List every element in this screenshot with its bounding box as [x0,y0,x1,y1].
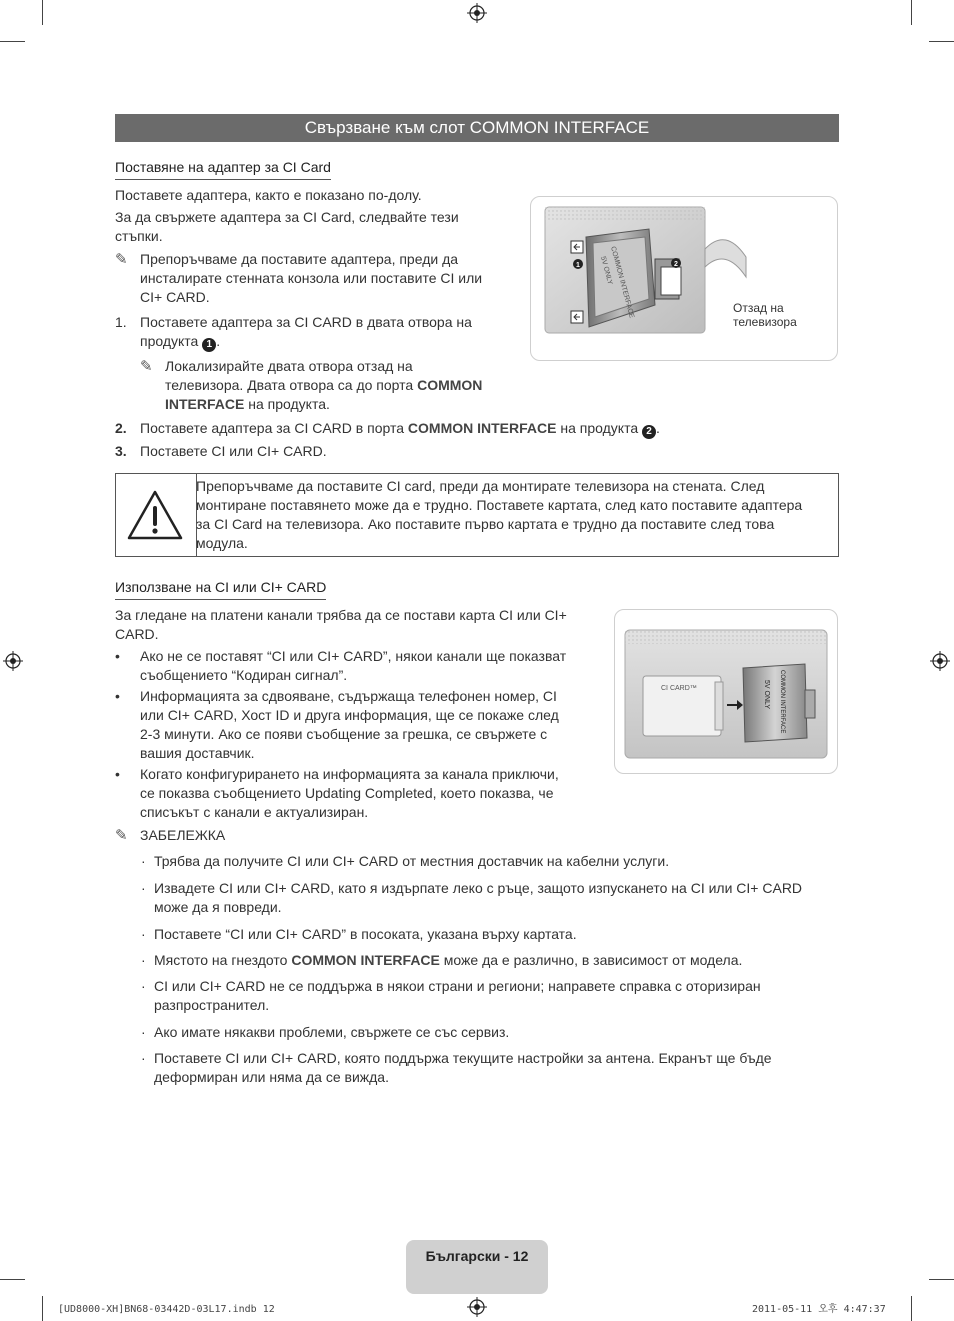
adapter-label: 5V ONLY [599,255,614,286]
file-info: [UD8000-XH]BN68-03442D-03L17.indb 12 [58,1304,275,1315]
warning-text: Препоръчваме да поставите CI card, преди да монтирате телевизора на стената. След монтиране поставянето може да е трудно. Поставете картата, след като поставите адаптера за CI Card на телевизора. Ако поставите първо картата е трудно да поставите след това модула. [196,478,803,551]
page-number: Български - 12 [425,1248,529,1264]
figure-caption: Отзад на телевизора [733,301,797,329]
warning-box [115,473,839,557]
adapter-illustration [530,196,838,361]
ci-card-insert-illustration [615,610,837,773]
intro-text: Поставете адаптера, както е показано по-долу. [115,187,422,203]
marker-badge: 2 [642,425,656,439]
print-date: 2011-05-11 오후 4:47:37 [752,1304,886,1315]
intro-text: стъпки. [115,228,163,244]
adapter-label: COMMON INTERFACE [609,245,635,319]
page-title: Свързване към слот COMMON INTERFACE [115,114,839,142]
crop-mark [911,0,912,25]
marker-badge: 1 [576,262,580,269]
crop-mark [42,1296,43,1321]
card-label: CI CARD™ [661,685,697,692]
warning-triangle-icon [126,489,184,541]
step-text: Поставете адаптера за CI CARD в двата отвора на продукта 1 . [140,314,472,350]
bullet-text: Информацията за сдвояване, съдържаща телефонен номер, CI или CI+ CARD, Хост ID и друга информация, ще се покаже след 2-3 минути. Ако се появи съобщение за грешка, се свържете с вашия доставчик. [140,688,559,761]
registration-mark-icon [467,1297,487,1317]
crop-mark [0,41,25,42]
registration-mark-icon [930,651,950,671]
marker-badge: 1 [202,338,216,352]
note-pencil-icon: ✎ [115,827,128,844]
step-number: 1. [115,314,127,330]
adapter-label: COMMON INTERFACE [779,670,785,734]
bullet-dot: • [115,688,120,704]
intro-text: За гледане на платени канали трябва да се постави карта CI или CI+ CARD. [115,607,567,642]
step-number: 3. [115,443,127,459]
note-text: Локализирайте двата отвора отзад на телевизора. Двата отвора са до порта COMMON INTERFACE на продукта. [165,358,483,412]
crop-mark [42,0,43,25]
crop-mark [929,1279,954,1280]
crop-mark [929,41,954,42]
step-number: 2. [115,420,127,436]
bullet-text: Когато конфигурирането на информацията за канала приключи, се показва съобщението Updating Completed, което показва, че списъкът с канали е актуализиран. [140,766,559,820]
note-heading: ЗАБЕЛЕЖКА [140,827,226,843]
bullet-text: Ако не се поставят “CI или CI+ CARD”, някои канали ще показват съобщението “Кодиран сигнал”. [140,648,567,683]
bullet-dot: • [115,648,120,664]
tv-back-illustration [531,197,837,360]
note-text: Препоръчваме да поставите адаптера, преди да инсталирате стенната конзола или поставите CI или CI+ CARD. [140,251,483,305]
note-pencil-icon: ✎ [140,358,153,375]
registration-mark-icon [3,651,23,671]
marker-badge: 2 [674,261,678,268]
step-text: Поставете адаптера за CI CARD в порта COMMON INTERFACE на продукта 2 . [140,420,660,437]
registration-mark-icon [467,3,487,23]
crop-mark [0,1279,25,1280]
intro-text: За да свържете адаптера за CI Card, следвайте тези [115,209,459,225]
step-text: Поставете CI или CI+ CARD. [140,443,327,459]
ci-card-illustration [614,609,838,774]
adapter-label: 5V ONLY [763,680,770,710]
bullet-dot: • [115,766,120,782]
section-heading: Използване на CI или CI+ CARD [115,578,326,600]
note-pencil-icon: ✎ [115,251,128,268]
crop-mark [911,1296,912,1321]
page-number-tab [406,1240,548,1294]
section-heading: Поставяне на адаптер за CI Card [115,158,331,180]
